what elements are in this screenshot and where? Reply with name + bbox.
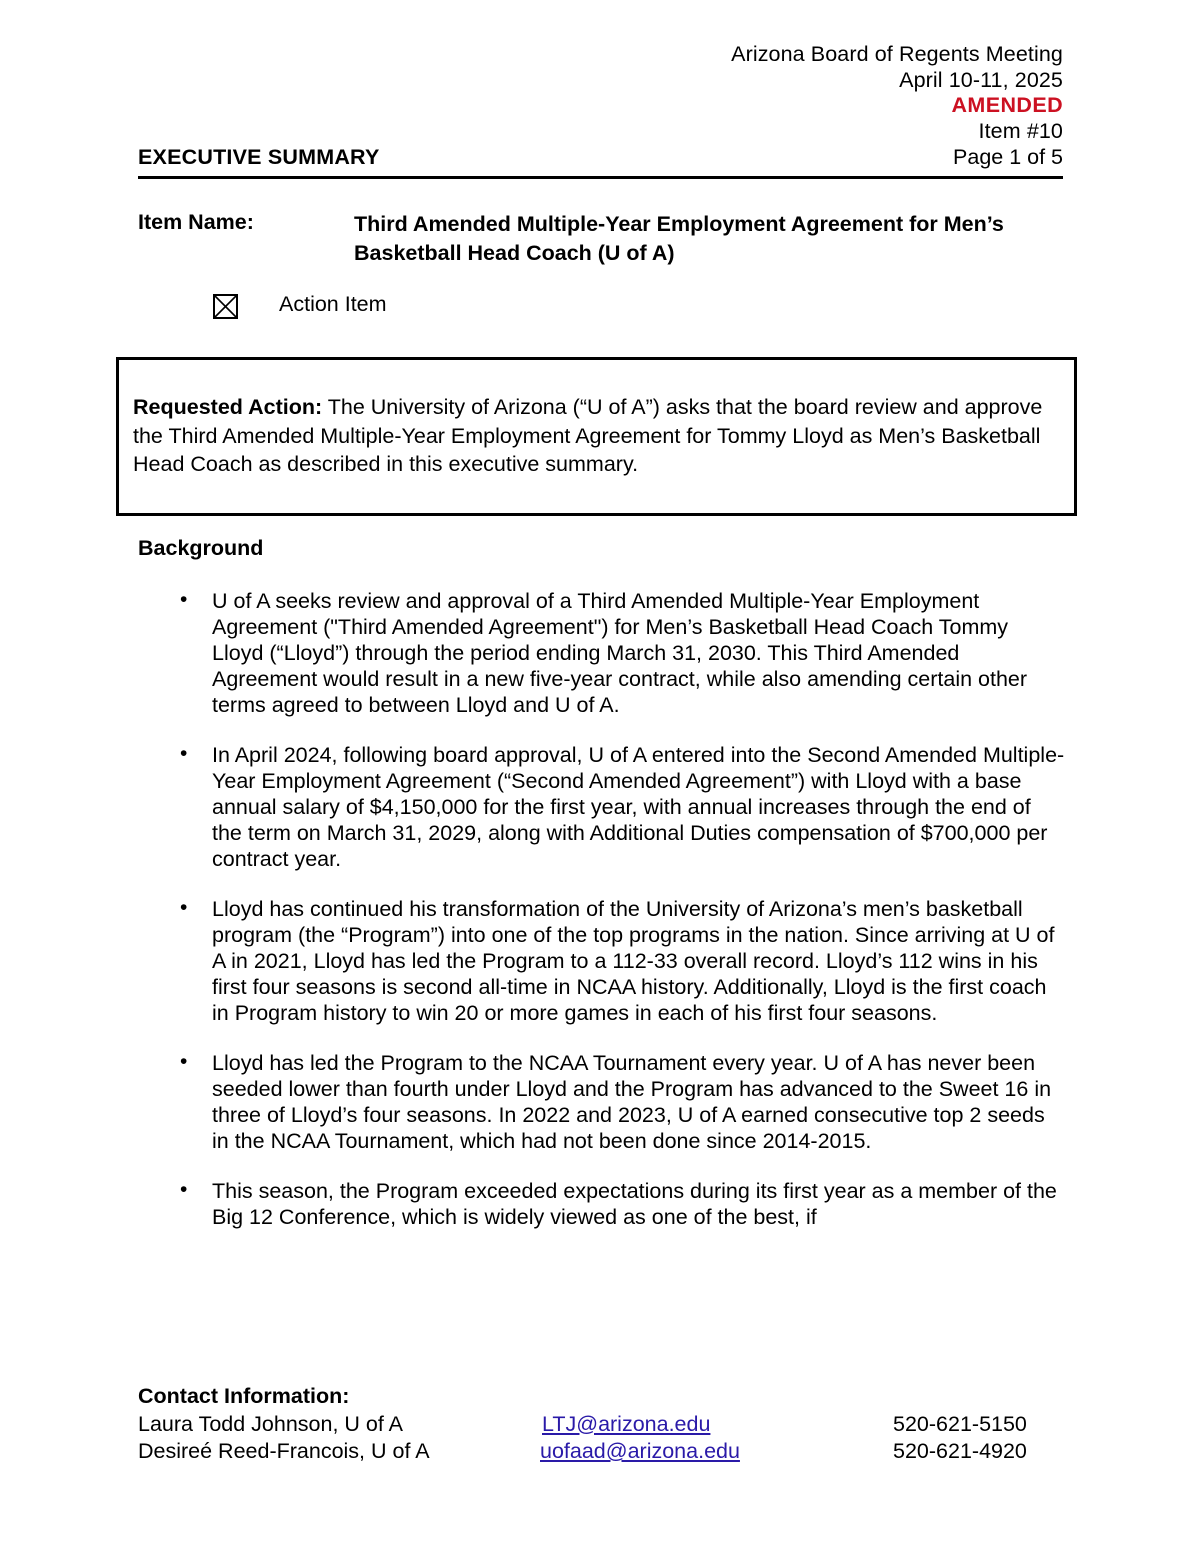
list-item: [138, 896, 1068, 1026]
contact-email-link[interactable]: uofaad@arizona.edu: [540, 1439, 740, 1463]
header-bottom-row: [138, 145, 1063, 173]
requested-action-label: Requested Action:: [133, 395, 323, 419]
bullet-dot-icon: •: [180, 742, 188, 765]
table-row: [138, 1411, 1068, 1439]
list-item-text: Lloyd has continued his transformation of the University of Arizona’s men’s basketball program (the “Program”) into one of the top programs in the nation. Since arriving at U of A in 2021, Lloyd has led the Program to a 112-33 overall record. Lloyd’s 112 wins in his first four seasons is second all-time in NCAA history. Additionally, Lloyd is the first coach in Program history to win 20 or more games in each of his first four seasons.: [212, 897, 1055, 1025]
action-item-label: Action Item: [279, 292, 387, 316]
page-number: Page 1 of 5: [953, 145, 1063, 169]
list-item-text: In April 2024, following board approval, U of A entered into the Second Amended Multiple-Year Employment Agreement (“Second Amended Agreement”) with Lloyd with a base annual salary of $4,150,000 for the first year, with annual increases through the end of the term on March 31, 2029, along with Additional Duties compensation of $700,000 per contract year.: [212, 743, 1065, 871]
bullet-dot-icon: •: [180, 1050, 188, 1073]
item-name-value: Third Amended Multiple-Year Employment Agreement for Men’s Basketball Head Coach (U of A): [354, 212, 1004, 265]
list-item: [138, 742, 1068, 872]
meeting-title: Arizona Board of Regents Meeting: [731, 42, 1063, 66]
list-item-text: Lloyd has led the Program to the NCAA Tournament every year. U of A has never been seeded lower than fourth under Lloyd and the Program has advanced to the Sweet 16 in three of Lloyd’s four seasons. In 2022 and 2023, U of A earned consecutive top 2 seeds in the NCAA Tournament, which had not been done since 2014-2015.: [212, 1051, 1052, 1153]
contact-heading: Contact Information:: [138, 1384, 350, 1408]
list-item: [138, 1178, 1068, 1230]
list-item: [138, 588, 1068, 718]
item-name-label: Item Name:: [138, 210, 254, 234]
list-item-text: This season, the Program exceeded expectations during its first year as a member of the Big 12 Conference, which is widely viewed as one of the best, if: [212, 1179, 1057, 1229]
contact-information: [138, 1383, 1068, 1466]
checkbox-checked-icon[interactable]: [213, 294, 238, 319]
contact-email-link[interactable]: LTJ@arizona.edu: [542, 1411, 711, 1436]
bullet-dot-icon: •: [180, 588, 188, 611]
header-divider: [138, 176, 1063, 179]
contact-name: Desireé Reed-Francois, U of A: [138, 1439, 430, 1463]
contact-phone: 520-621-5150: [893, 1411, 1027, 1436]
document-header: [138, 42, 1063, 173]
requested-action-box: [116, 357, 1077, 516]
table-row: [138, 1438, 1068, 1466]
requested-action-body: The University of Arizona (“U of A”) asks that the board review and approve the Third Amended Multiple-Year Employment Agreement for Tommy Lloyd as Men’s Basketball Head Coach as described in this executive summary.: [133, 395, 1043, 476]
amended-flag: AMENDED: [951, 93, 1063, 117]
background-heading: Background: [138, 536, 264, 560]
list-item-text: U of A seeks review and approval of a Third Amended Multiple-Year Employment Agreement ("Third Amended Agreement") for Men’s Basketball Head Coach Tommy Lloyd (“Lloyd”) through the period ending March 31, 2030. This Third Amended Agreement would result in a new five-year contract, while also amending certain other terms agreed to between Lloyd and U of A.: [212, 589, 1028, 717]
page-title: EXECUTIVE SUMMARY: [138, 145, 380, 169]
contact-name: Laura Todd Johnson, U of A: [138, 1411, 403, 1436]
list-item: [138, 1050, 1068, 1154]
meeting-dates: April 10-11, 2025: [899, 67, 1063, 92]
background-bullet-list: [138, 588, 1068, 1254]
bullet-dot-icon: •: [180, 896, 188, 919]
header-meta-block: [138, 42, 1063, 144]
requested-action-text: [133, 393, 1058, 479]
item-number: Item #10: [978, 118, 1063, 143]
contact-phone: 520-621-4920: [893, 1439, 1027, 1463]
bullet-dot-icon: •: [180, 1178, 188, 1201]
